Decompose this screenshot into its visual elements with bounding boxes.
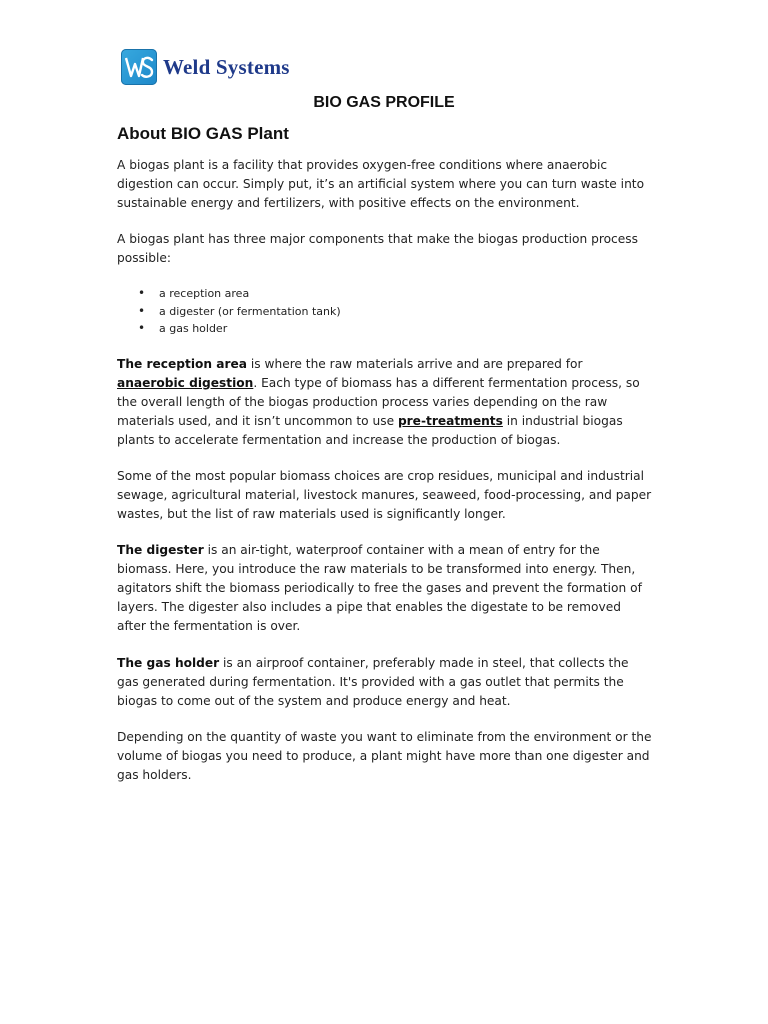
company-logo xyxy=(121,47,290,87)
paragraph-plant-size: Depending on the quantity of waste you want to eliminate from the environment or the volume of biogas you need to produce, a plant might have more than one digester and gas holders. xyxy=(117,730,652,782)
paragraph-text: is where the raw materials arrive and are prepared for xyxy=(247,357,583,371)
paragraph-text: in industrial biogas plants to accelerate fermentation and increase the production of biogas. xyxy=(117,414,623,447)
document-title: BIO GAS PROFILE xyxy=(313,94,455,111)
paragraph-text: is an airproof container, preferably made in steel, that collects the gas generated during fermentation. It's provided with a gas outlet that permits the biogas to come out of the system and produce energy and heat. xyxy=(117,656,629,708)
paragraph-text: . Each type of biomass has a different fermentation process, so the overall length of the biogas production process varies depending on the raw materials used, and it isn’t uncommon to use xyxy=(117,376,640,428)
term-reception-area: The reception area xyxy=(117,357,248,371)
link-pre-treatments[interactable]: pre-treatments xyxy=(397,414,503,428)
paragraph-biomass-choices: Some of the most popular biomass choices are crop residues, municipal and industrial sewage, agricultural material, livestock manures, seaweed, food-processing, and paper wastes, but the list of raw materials used is significantly longer. xyxy=(117,469,652,521)
components-list xyxy=(117,285,341,338)
term-digester: The digester xyxy=(117,543,204,557)
list-item: • a digester (or fermentation tank) xyxy=(117,303,341,321)
list-item: • a reception area xyxy=(117,285,341,303)
logo-text: Weld Systems xyxy=(163,54,290,79)
ws-monogram-icon xyxy=(124,54,154,80)
paragraph-intro: A biogas plant is a facility that provides oxygen-free conditions where anaerobic digestion can occur. Simply put, it’s an artificial system where you can turn waste into sustainable energy and fertilizers, with positive effects on the environment. xyxy=(117,158,645,210)
link-anaerobic-digestion[interactable]: anaerobic digestion xyxy=(117,376,254,390)
paragraph-text: is an air-tight, waterproof container with a mean of entry for the biomass. Here, you introduce the raw materials to be transformed into energy. Then, agitators shift the biomass periodically to free the gases and prevent the formation of layers. The digester also includes a pipe that enables the digestate to be removed after the fermentation is over. xyxy=(117,543,642,633)
paragraph-components: A biogas plant has three major components that make the biogas production process possible: xyxy=(117,232,638,265)
section-title: About BIO GAS Plant xyxy=(117,124,289,143)
paragraph-digester xyxy=(117,541,652,636)
term-gas-holder: The gas holder xyxy=(117,656,220,670)
list-item: • a gas holder xyxy=(117,320,341,338)
paragraph-gas-holder xyxy=(117,654,652,711)
paragraph-reception-area xyxy=(117,355,652,450)
ws-logo-icon xyxy=(121,49,157,85)
